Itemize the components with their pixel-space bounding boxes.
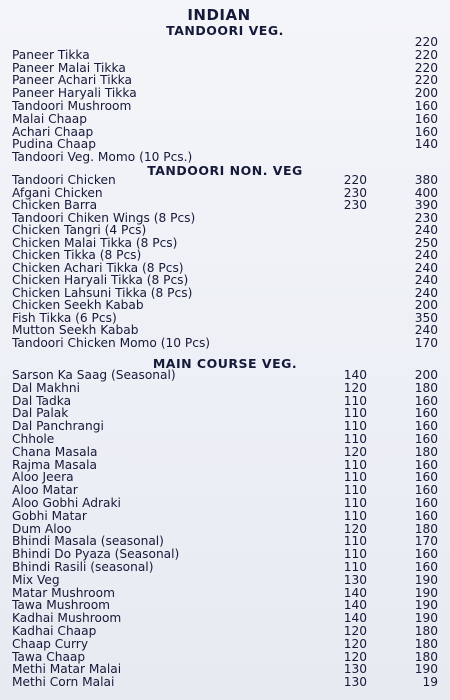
- menu-item-price-full: 160: [414, 547, 438, 562]
- menu-item-price-full: 220: [414, 35, 438, 49]
- menu-item-name: Methi Corn Malai: [12, 675, 115, 690]
- menu-item-name: Chicken Tangri (4 Pcs): [12, 223, 147, 237]
- menu-item-price-full: 230: [414, 210, 438, 225]
- menu-item-name: Pudina Chaap: [12, 137, 96, 152]
- menu-heading: INDIAN: [187, 6, 251, 24]
- menu-item-price-half: 220: [343, 173, 367, 187]
- menu-item-name: Chana Masala: [12, 444, 98, 459]
- menu-item-price-full: 220: [414, 47, 438, 62]
- menu-item-name: Sarson Ka Saag (Seasonal): [12, 368, 176, 382]
- menu-item-price-full: 19: [422, 675, 438, 690]
- menu-item-price-full: 170: [414, 335, 438, 350]
- menu-item-price-full: 160: [414, 432, 438, 446]
- menu-item: [12, 510, 442, 523]
- menu-item-name: Bhindi Do Pyaza (Seasonal): [12, 547, 180, 562]
- menu-item-name: Mix Veg: [12, 572, 60, 587]
- menu-item-name: Aloo Jeera: [12, 470, 74, 485]
- menu-item-price-full: 380: [414, 173, 438, 187]
- menu-item: [12, 382, 442, 395]
- menu-item: [12, 676, 442, 689]
- menu-item-name: Chhole: [12, 432, 55, 446]
- menu-item: [12, 574, 442, 587]
- menu-item-price-full: 350: [414, 310, 438, 325]
- menu-item-price-half: 110: [343, 534, 367, 549]
- menu-item-price-half: 120: [343, 521, 367, 536]
- menu-item-price-full: 240: [414, 248, 438, 262]
- menu-item-price-half: 110: [343, 457, 367, 472]
- menu-item-price-full: 240: [414, 323, 438, 337]
- menu-item-price-full: 180: [414, 521, 438, 536]
- menu-item-name: Chicken Barra: [12, 198, 98, 212]
- menu-item-price-half: 110: [343, 508, 367, 523]
- menu-item-price-full: 190: [414, 662, 438, 677]
- section-title-tandoori-veg: TANDOORI VEG.: [166, 23, 284, 38]
- menu-item-price-full: 190: [414, 598, 438, 613]
- menu-item: [12, 420, 442, 433]
- menu-item-name: Bhindi Masala (seasonal): [12, 534, 164, 549]
- menu-item-name: Tawa Chaap: [12, 649, 86, 664]
- menu-item-name: Chicken Tikka (8 Pcs): [12, 248, 142, 262]
- menu-item-price-full: 250: [414, 235, 438, 250]
- menu-item-name: Dal Makhni: [12, 380, 80, 395]
- menu-item-price-full: 180: [414, 624, 438, 638]
- menu-item-name: Mutton Seekh Kabab: [12, 323, 139, 337]
- menu-item: [12, 49, 442, 62]
- menu-item-price-half: 110: [343, 547, 367, 562]
- menu-item-price-full: 180: [414, 649, 438, 664]
- menu-item-price-full: 160: [414, 419, 438, 434]
- menu-item-price-full: 160: [414, 470, 438, 485]
- menu-item-price-full: 160: [414, 483, 438, 498]
- menu-item-price-full: 190: [414, 572, 438, 587]
- menu-item-name: Methi Matar Malai: [12, 662, 122, 677]
- menu-item-price-half: 120: [343, 624, 367, 638]
- menu-item-name: Afgani Chicken: [12, 185, 103, 200]
- menu-item-price-half: 110: [343, 406, 367, 421]
- menu-item: [12, 113, 442, 126]
- menu-item-price-half: 140: [343, 598, 367, 613]
- menu-item-name: Tawa Mushroom: [12, 598, 111, 613]
- menu-item: [12, 446, 442, 459]
- menu-item-name: Tandoori Mushroom: [12, 99, 132, 113]
- menu-item-name: Fish Tikka (6 Pcs): [12, 310, 117, 325]
- menu-item-price-half: 130: [343, 662, 367, 677]
- menu-item-name: Dum Aloo: [12, 521, 72, 536]
- menu-item-price-full: 180: [414, 444, 438, 459]
- menu-item-price-full: 240: [414, 273, 438, 287]
- menu-item-price-half: 120: [343, 636, 367, 651]
- menu-item: [12, 337, 442, 350]
- menu-item-price-full: 200: [414, 298, 438, 312]
- menu-item-price-full: 240: [414, 223, 438, 237]
- menu-item-price-half: 130: [343, 675, 367, 690]
- menu-item-name: Chicken Lahsuni Tikka (8 Pcs): [12, 285, 193, 300]
- menu-item-price-full: 200: [414, 86, 438, 101]
- menu-item-name: Malai Chaap: [12, 111, 88, 126]
- menu-item-name: Achari Chaap: [12, 124, 94, 139]
- menu-item-name: Aloo Gobhi Adraki: [12, 496, 121, 510]
- menu-item-name: Paneer Haryali Tikka: [12, 86, 137, 101]
- menu-item-price-full: 180: [414, 636, 438, 651]
- menu-item-name: Paneer Tikka: [12, 47, 90, 62]
- menu-item-name: Dal Panchrangi: [12, 419, 104, 434]
- menu-item-name: Dal Palak: [12, 406, 69, 421]
- menu-item-price-full: 140: [414, 137, 438, 152]
- menu-item-price-full: 160: [414, 393, 438, 408]
- menu-item-price-full: 160: [414, 111, 438, 126]
- menu-item-name: Dal Tadka: [12, 393, 72, 408]
- menu-item-price-full: 180: [414, 380, 438, 395]
- menu-item-price-full: 160: [414, 457, 438, 472]
- menu-item-price-full: 160: [414, 496, 438, 510]
- menu-item-price-half: 110: [343, 560, 367, 574]
- menu-item-name: Tandoori Chicken Momo (10 Pcs): [12, 335, 211, 350]
- menu-item-price-half: 230: [343, 185, 367, 200]
- menu-item-price-full: 160: [414, 560, 438, 574]
- menu-item-price-half: 110: [343, 483, 367, 498]
- menu-item-price-full: 240: [414, 285, 438, 300]
- menu-item-name: Rajma Masala: [12, 457, 97, 472]
- menu-item-price-half: 120: [343, 380, 367, 395]
- menu-item-price-half: 140: [343, 585, 367, 600]
- menu-item-name: Chaap Curry: [12, 636, 89, 651]
- menu-item-name: Gobhi Matar: [12, 508, 87, 523]
- menu-item-price-full: 200: [414, 368, 438, 382]
- menu-item-price-full: 160: [414, 124, 438, 139]
- menu-item-name: Bhindi Rasili (seasonal): [12, 560, 154, 574]
- menu-item-name: Tandoori Chiken Wings (8 Pcs): [12, 210, 196, 225]
- menu-item-price-half: 140: [343, 611, 367, 626]
- menu-item: [12, 561, 442, 574]
- menu-item: [12, 395, 442, 408]
- section-title-tandoori-non-veg: TANDOORI NON. VEG: [147, 163, 303, 178]
- menu-item-price-half: 110: [343, 470, 367, 485]
- menu-item-price-full: 160: [414, 508, 438, 523]
- menu-item-name: Tandoori Veg. Momo (10 Pcs.): [12, 150, 193, 165]
- menu-item-name: Kadhai Mushroom: [12, 611, 122, 626]
- menu-item-price-full: 240: [414, 260, 438, 275]
- menu-item-name: Chicken Seekh Kabab: [12, 298, 144, 312]
- section-title-main-course-veg: MAIN COURSE VEG.: [152, 356, 298, 371]
- menu-item-price-full: 190: [414, 585, 438, 600]
- menu-item-name: Kadhai Chaap: [12, 624, 97, 638]
- menu-item-price-half: 120: [343, 444, 367, 459]
- menu-item-price-full: 170: [414, 534, 438, 549]
- menu-item-price-half: 110: [343, 419, 367, 434]
- menu-item-price-half: 110: [343, 496, 367, 510]
- menu-item-price-half: 130: [343, 572, 367, 587]
- menu-item-name: Matar Mushroom: [12, 585, 115, 600]
- menu-item-price-full: 190: [414, 611, 438, 626]
- menu-item-name: Tandoori Chicken: [12, 173, 116, 187]
- menu-item-name: Chicken Haryali Tikka (8 Pcs): [12, 273, 189, 287]
- menu-item-price-full: 400: [414, 185, 438, 200]
- menu-item-name: Chicken Malai Tikka (8 Pcs): [12, 235, 178, 250]
- menu-item-price-full: 160: [414, 406, 438, 421]
- menu-item: [12, 459, 442, 472]
- menu-item-price-full: 390: [414, 198, 438, 212]
- menu-item-name: Aloo Matar: [12, 483, 78, 498]
- menu-item-price-full: 160: [414, 99, 438, 113]
- menu-item-price-full: 220: [414, 60, 438, 75]
- menu-item-name: Paneer Malai Tikka: [12, 60, 126, 75]
- menu-item-price-half: 110: [343, 432, 367, 446]
- menu-item-price-half: 110: [343, 393, 367, 408]
- menu-item-name: Paneer Achari Tikka: [12, 73, 132, 88]
- menu-item-price-full: 220: [414, 73, 438, 88]
- menu-item-price-half: 120: [343, 649, 367, 664]
- menu-item-name: Chicken Achari Tikka (8 Pcs): [12, 260, 184, 275]
- menu-item: [12, 638, 442, 651]
- menu-item-price-half: 230: [343, 198, 367, 212]
- menu-item-price-half: 140: [343, 368, 367, 382]
